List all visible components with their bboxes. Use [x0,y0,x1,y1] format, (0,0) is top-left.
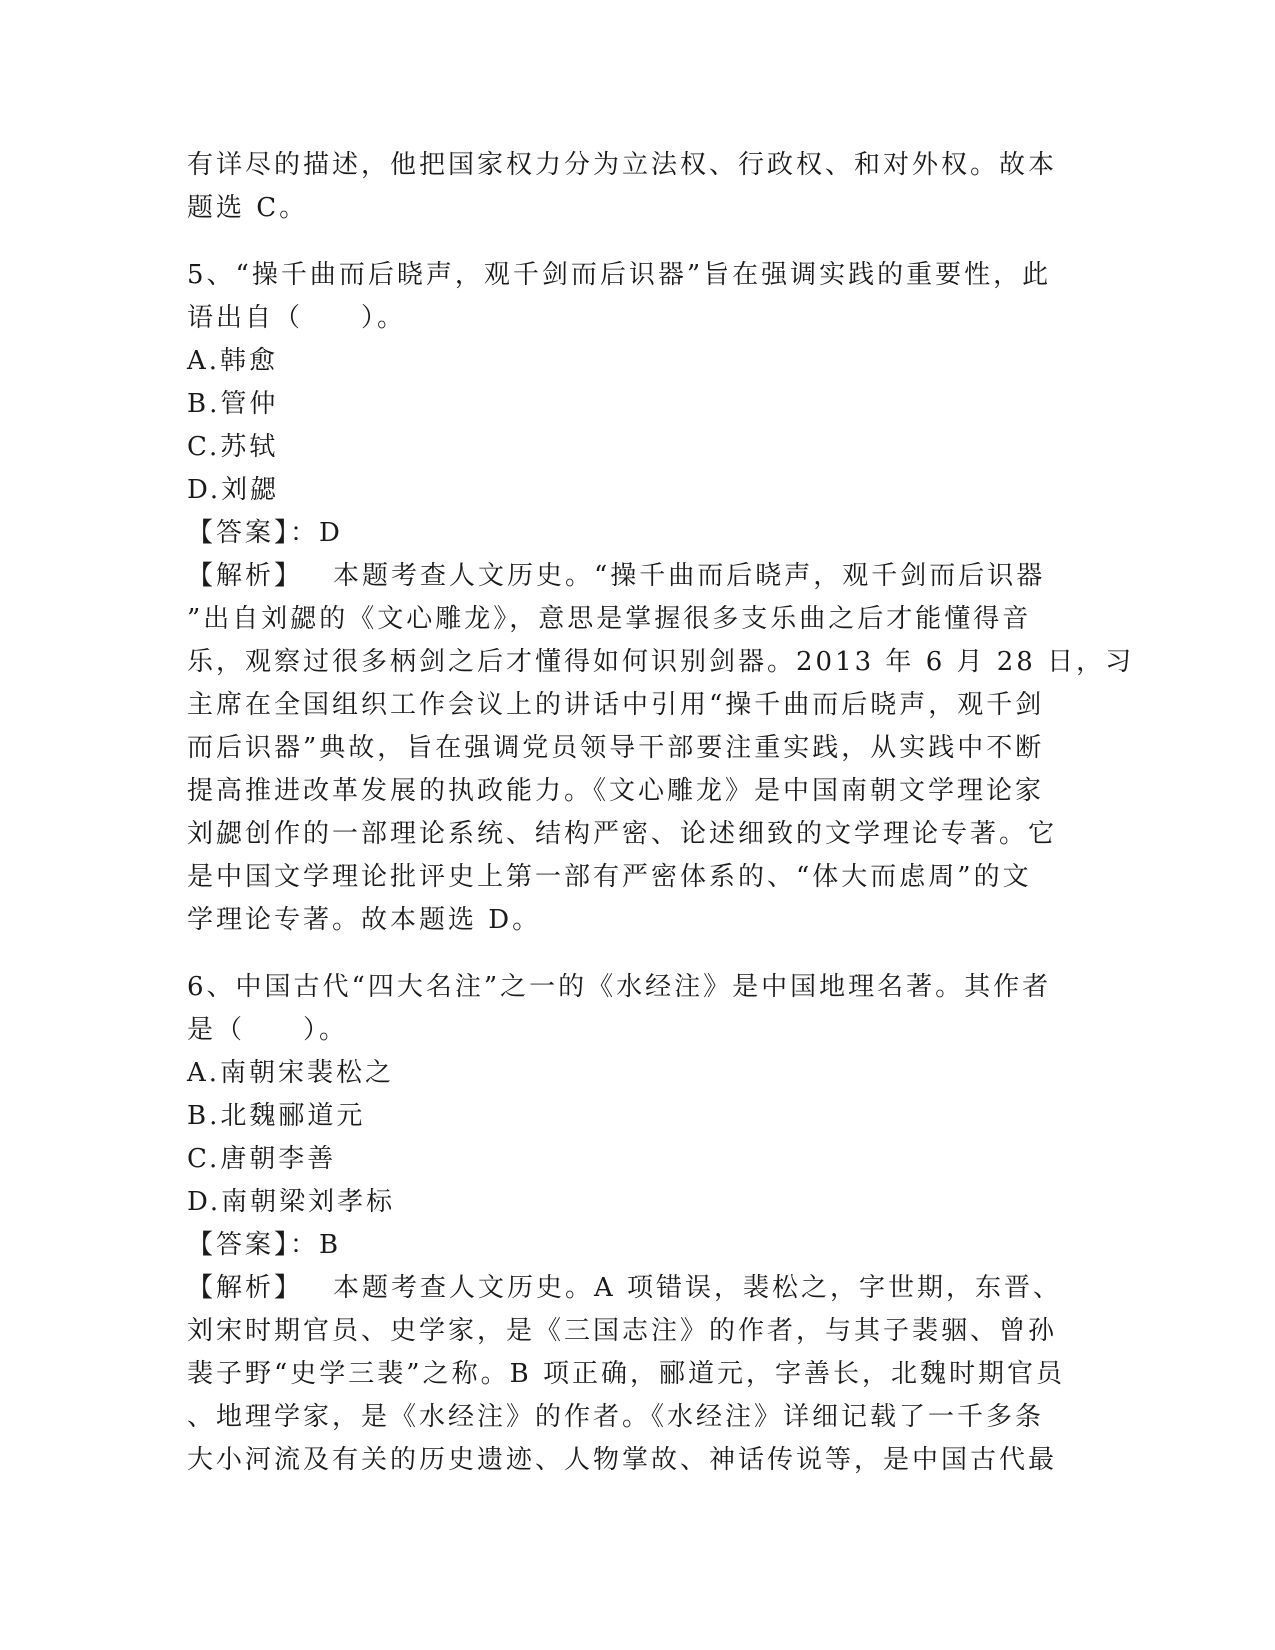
option-b: B.北魏郦道元 [187,1101,366,1131]
analysis-text-line: ”出自刘勰的《文心雕龙》，意思是掌握很多支乐曲之后才能懂得音 [187,604,1032,634]
analysis-text-line: 大小河流及有关的历史遗迹、人物掌故、神话传说等，是中国古代最 [187,1445,1058,1475]
analysis-text-line: 而后识器”典故，旨在强调党员领导干部要注重实践，从实践中不断 [187,733,1045,763]
question-6 [187,966,1077,1482]
option-a: A.南朝宋裴松之 [187,1058,395,1088]
analysis-text-line: 刘宋时期官员、史学家，是《三国志注》的作者，与其子裴骃、曾孙 [187,1316,1058,1346]
analysis-text-line: 、地理学家，是《水经注》的作者。《水经注》详细记载了一千多条 [187,1402,1045,1432]
analysis-text: 本题考查人文历史。“操千曲而后晓声，观千剑而后识器 [333,561,1046,591]
option-b: B.管仲 [187,389,279,419]
answer-label: 【答案】 [187,518,291,548]
text-line: 题选 C。 [187,193,309,223]
analysis-text-line: 主席在全国组织工作会议上的讲话中引用“操千曲而后晓声，观千剑 [187,690,1045,720]
analysis-text: 本题考查人文历史。A 项错误，裴松之，字世期，东晋、 [333,1273,1063,1303]
analysis-text-line: 学理论专著。故本题选 D。 [187,905,542,935]
analysis-text-line: 乐，观察过很多柄剑之后才懂得如何识别剑器。2013 年 6 月 28 日，习 [187,647,1135,677]
analysis-text-line: 提高推进改革发展的执政能力。《文心雕龙》是中国南朝文学理论家 [187,776,1045,806]
question-stem-line: 语出自（ ）。 [187,303,407,333]
answer-value: ：D [290,518,343,548]
option-c: C.苏轼 [187,432,279,462]
question-stem-line: 6、中国古代“四大名注”之一的《水经注》是中国地理名著。其作者 [187,972,1052,1002]
document-page [187,144,1135,1482]
answer-label: 【答案】 [187,1230,291,1260]
analysis-line [187,1267,1077,1310]
analysis-text-line: 裴子野“史学三裴”之称。B 项正确，郦道元，字善长，北魏时期官员 [187,1359,1065,1389]
answer-value: ：B [290,1230,342,1260]
option-c: C.唐朝李善 [187,1144,337,1174]
analysis-line [187,555,1077,598]
question-5 [187,254,1135,942]
option-d: D.刘勰 [187,475,280,505]
text-line: 有详尽的描述，他把国家权力分为立法权、行政权、和对外权。故本 [187,150,1058,180]
option-a: A.韩愈 [187,346,279,376]
question-stem-line: 是（ ）。 [187,1015,349,1045]
question-stem-line: 5、“操千曲而后晓声，观千剑而后识器”旨在强调实践的重要性，此 [187,260,1052,290]
analysis-label: 【解析】 [187,1273,304,1303]
analysis-label: 【解析】 [187,561,304,591]
analysis-text-line: 刘勰创作的一部理论系统、结构严密、论述细致的文学理论专著。它 [187,819,1058,849]
answer-line [187,512,1077,555]
option-d: D.南朝梁刘孝标 [187,1187,396,1217]
intro-paragraph [187,144,1077,230]
analysis-text-line: 是中国文学理论批评史上第一部有严密体系的、“体大而虑周”的文 [187,862,1032,892]
answer-line [187,1224,1077,1267]
